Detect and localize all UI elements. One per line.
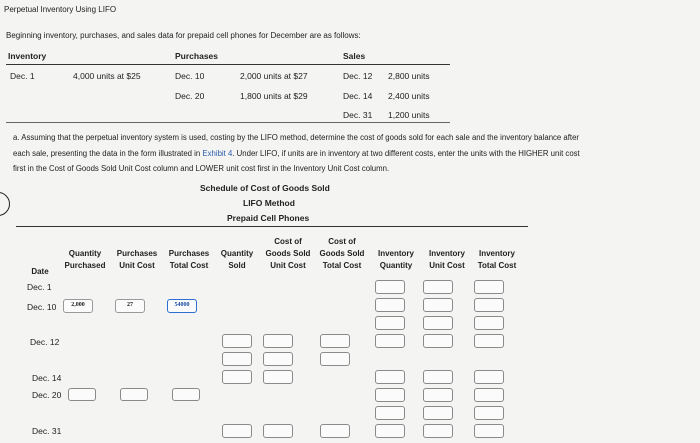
schedule-rule xyxy=(16,226,528,227)
exhibit-link[interactable]: Exhibit 4 xyxy=(202,149,233,158)
inventory-total-cost-input[interactable] xyxy=(474,298,504,312)
col-header: Goods Sold xyxy=(319,249,365,258)
inventory-total-cost-input[interactable] xyxy=(474,406,504,420)
purchase-unit-cost-input[interactable] xyxy=(120,388,148,401)
inventory-unit-cost-input[interactable] xyxy=(423,298,453,312)
purchase-unit-cost-input[interactable]: 27 xyxy=(115,299,145,313)
purchases-header: Purchases xyxy=(175,51,218,61)
quantity-sold-input[interactable] xyxy=(222,334,252,348)
inventory-date: Dec. 1 xyxy=(10,71,35,81)
col-header: Total Cost xyxy=(477,261,517,270)
cogs-total-cost-input[interactable] xyxy=(320,352,350,366)
col-header: Total Cost xyxy=(169,261,209,270)
schedule-method: LIFO Method xyxy=(243,198,295,208)
quantity-purchased-input[interactable] xyxy=(68,388,96,401)
sales-header: Sales xyxy=(343,51,366,61)
inventory-total-cost-input[interactable] xyxy=(474,370,504,384)
purchase-date: Dec. 20 xyxy=(175,91,205,101)
inventory-total-cost-input[interactable] xyxy=(474,334,504,348)
instructions-text: each sale, presenting the data in the form illustrated in xyxy=(13,149,203,158)
inventory-total-cost-input[interactable] xyxy=(474,316,504,330)
col-header: Total Cost xyxy=(322,261,362,270)
inventory-quantity-input[interactable] xyxy=(375,280,405,294)
row-date: Dec. 10 xyxy=(27,302,57,312)
quantity-sold-input[interactable] xyxy=(222,424,252,438)
col-header: Cost of xyxy=(274,237,302,246)
quantity-purchased-input[interactable]: 2,000 xyxy=(63,299,93,313)
inventory-unit-cost-input[interactable] xyxy=(423,316,453,330)
table-header-rule xyxy=(6,64,450,65)
inventory-unit-cost-input[interactable] xyxy=(423,406,453,420)
inventory-unit-cost-input[interactable] xyxy=(423,424,453,438)
sale-date: Dec. 31 xyxy=(343,110,373,120)
inventory-unit-cost-input[interactable] xyxy=(423,280,453,294)
sale-units: 2,800 units xyxy=(388,71,430,81)
col-header: Goods Sold xyxy=(265,249,311,258)
inventory-quantity-input[interactable] xyxy=(375,424,405,438)
cogs-unit-cost-input[interactable] xyxy=(263,352,293,366)
cogs-unit-cost-input[interactable] xyxy=(263,370,293,384)
col-header: Unit Cost xyxy=(270,261,306,270)
row-date: Dec. 20 xyxy=(32,390,62,400)
row-date: Dec. 12 xyxy=(30,337,60,347)
inventory-quantity-input[interactable] xyxy=(375,370,405,384)
cogs-unit-cost-input[interactable] xyxy=(263,424,293,438)
purchase-date: Dec. 10 xyxy=(175,71,205,81)
cogs-total-cost-input[interactable] xyxy=(320,424,350,438)
instructions-line: first in the Cost of Goods Sold Unit Cost column and LOWER unit cost first in the Inventory Unit Cost column. xyxy=(13,164,390,173)
inventory-quantity-input[interactable] xyxy=(375,316,405,330)
inventory-quantity-input[interactable] xyxy=(375,298,405,312)
row-date: Dec. 14 xyxy=(32,373,62,383)
inventory-unit-cost-input[interactable] xyxy=(423,334,453,348)
col-header: Quantity xyxy=(379,261,413,270)
inventory-total-cost-input[interactable] xyxy=(474,388,504,402)
intro-text: Beginning inventory, purchases, and sales data for prepaid cell phones for December are as follows: xyxy=(6,31,361,40)
inventory-quantity-input[interactable] xyxy=(375,406,405,420)
cogs-total-cost-input[interactable] xyxy=(320,334,350,348)
inventory-quantity-input[interactable] xyxy=(375,388,405,402)
inventory-quantity-input[interactable] xyxy=(375,334,405,348)
purchase-desc: 1,800 units at $29 xyxy=(240,91,308,101)
inventory-header: Inventory xyxy=(8,51,47,61)
col-header: Inventory xyxy=(377,249,414,258)
col-header: Purchased xyxy=(64,261,106,270)
col-header: Purchases xyxy=(116,249,158,258)
purchase-total-cost-input[interactable]: 54000 xyxy=(167,299,197,313)
sale-date: Dec. 12 xyxy=(343,71,373,81)
inventory-unit-cost-input[interactable] xyxy=(423,370,453,384)
schedule-product: Prepaid Cell Phones xyxy=(227,213,310,223)
inventory-total-cost-input[interactable] xyxy=(474,280,504,294)
instructions-line: a. Assuming that the perpetual inventory system is used, costing by the LIFO method, determine the cost of goods sold for each sale and the inventory balance after xyxy=(13,133,580,142)
inventory-total-cost-input[interactable] xyxy=(474,424,504,438)
col-header: Inventory xyxy=(478,249,515,258)
row-date: Dec. 31 xyxy=(32,426,62,436)
schedule-title: Schedule of Cost of Goods Sold xyxy=(200,183,330,193)
page-title: Perpetual Inventory Using LIFO xyxy=(4,5,117,14)
carousel-arc-icon xyxy=(0,192,10,216)
col-header: Quantity xyxy=(68,249,102,258)
purchase-total-cost-input[interactable] xyxy=(172,388,200,401)
table-bottom-rule xyxy=(6,122,450,123)
col-header: Sold xyxy=(228,261,246,270)
instructions-text: . Under LIFO, if units are in inventory at two different costs, enter the units with the HIGHER unit cost xyxy=(232,149,580,158)
purchase-desc: 2,000 units at $27 xyxy=(240,71,308,81)
cogs-unit-cost-input[interactable] xyxy=(263,334,293,348)
col-header-date: Date xyxy=(31,267,49,276)
quantity-sold-input[interactable] xyxy=(222,370,252,384)
sale-units: 2,400 units xyxy=(388,91,430,101)
col-header: Quantity xyxy=(220,249,254,258)
col-header: Unit Cost xyxy=(429,261,465,270)
inventory-unit-cost-input[interactable] xyxy=(423,388,453,402)
quantity-sold-input[interactable] xyxy=(222,352,252,366)
col-header: Cost of xyxy=(328,237,356,246)
col-header: Unit Cost xyxy=(119,261,155,270)
sale-units: 1,200 units xyxy=(388,110,430,120)
col-header: Purchases xyxy=(168,249,210,258)
inventory-desc: 4,000 units at $25 xyxy=(73,71,141,81)
instructions-line xyxy=(13,149,580,158)
col-header: Inventory xyxy=(428,249,465,258)
row-date: Dec. 1 xyxy=(27,282,52,292)
sale-date: Dec. 14 xyxy=(343,91,373,101)
